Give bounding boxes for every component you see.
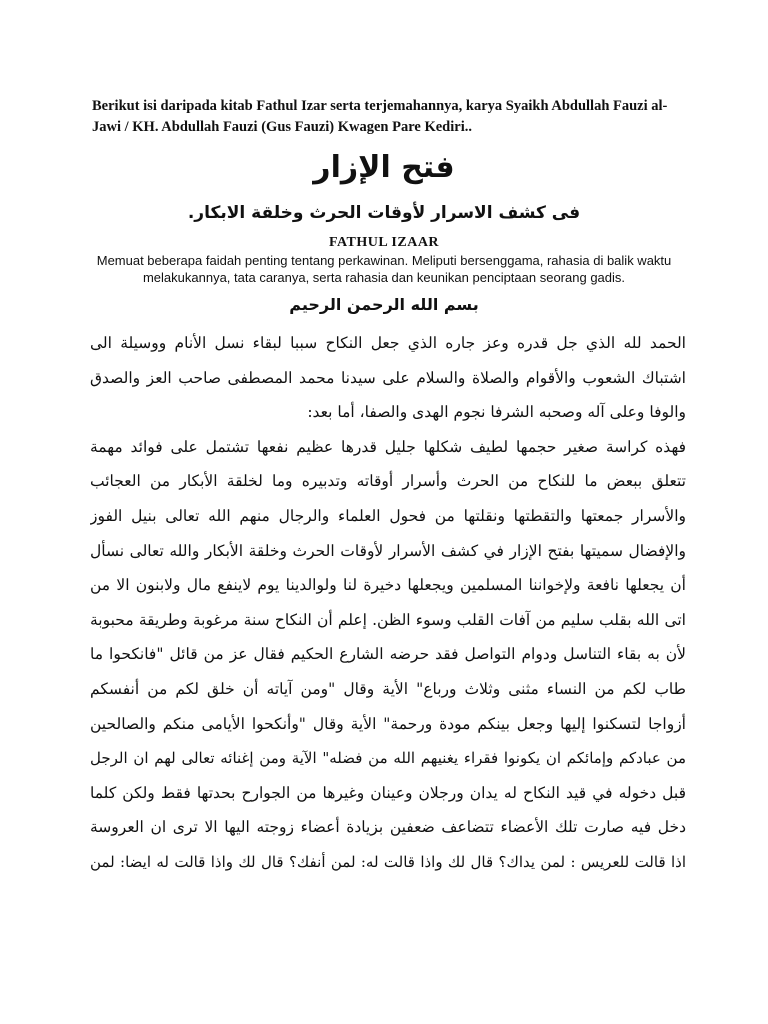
body-line: قبل دخوله في قيد النكاح له يدان ورجلان وعينان وغيرها من الجوارح بحدتها فقط ولكن كلما: [90, 783, 686, 802]
body-line: الحمد لله الذي جل قدره وعز جاره الذي جعل النكاح سببا لبقاء نسل الأنام ووسيلة الى: [90, 334, 686, 352]
arabic-body: [90, 326, 686, 880]
arabic-subtitle: فى كشف الاسرار لأوقات الحرث وخلقة الابكار.: [187, 203, 581, 223]
body-line: والوفا وعلى آله وصحبه الشرفا نجوم الهدى والصفا، أما بعد:: [307, 403, 686, 422]
body-line: والإفضال سميتها بفتح الإزار في كشف الأسرار لأوقات الحرث وخلقة الأبكار والله تعالى نسأل: [90, 541, 686, 560]
basmala: بسم الله الرحمن الرحيم: [289, 295, 479, 314]
body-line: اذا قالت للعريس : لمن يداك؟ قال لك واذا قالت له: لمن أنفك؟ قال لك واذا قالت له ايضا: لمن: [90, 852, 686, 871]
body-line: أزواجا لتسكنوا إليها وجعل بينكم مودة ورحمة" الأية وقال "وأنكحوا الأيامى منكم والصالحين: [90, 714, 686, 733]
body-line: من عبادكم وإمائكم ان يكونوا فقراء يغنيهم الله من فضله" الآية ومن إغنائه تعالى لهم ان الرجل: [90, 749, 686, 768]
body-line: والأسرار جمعتها والتقطتها ونقلتها من فحول العلماء والرجال منهم الله تعالى بنيل الفوز: [90, 506, 686, 525]
arabic-title: فتح الإزار: [313, 150, 455, 185]
latin-title: FATHUL IZAAR: [328, 235, 440, 250]
body-line: لأن به بقاء التناسل ودوام التواصل فقد حرضه الشارع الحكيم فقال عز من قائل "فانكحوا ما: [90, 645, 686, 664]
body-line: اشتباك الشعوب والأقوام والصلاة والسلام على سيدنا محمد المصطفى صاحب العز والصدق: [90, 368, 686, 387]
body-line: دخل فيه صارت تلك الأعضاء تتضاعف ضعفين بزيادة أعضاء زوجته اليها الا ترى ان العروسة: [90, 818, 686, 837]
body-line: فهذه كراسة صغير حجمها لطيف شكلها جليل قدرها عظيم نفعها تشتمل على فوائد مهمة: [90, 437, 686, 456]
body-line: طاب لكم من النساء مثنى وثلاث ورباع" الأية وقال "ومن آياته أن خلق لكم من أنفسكم: [90, 679, 686, 698]
description-text: Memuat beberapa faidah penting tentang perkawinan. Meliputi bersenggama, rahasia di balik waktu melakukannya, tata caranya, serta rahasia dan keunikan penciptaan seorang gadis.: [96, 253, 672, 285]
intro-text: Berikut isi daripada kitab Fathul Izar serta terjemahannya, karya Syaikh Abdullah Fauzi al-Jawi / KH. Abdullah Fauzi (Gus Fauzi) Kwagen Pare Kediri..: [92, 98, 668, 135]
body-line: اتى الله بقلب سليم من آفات القلب وسوء الظن. إعلم أن النكاح سنة مرغوبة وطريقة محبوبة: [90, 610, 686, 629]
body-line: تتعلق ببعض ما للنكاح من الحرث وأسرار أوقاته وتدبيره وما لخلقة الأبكار من العجائب: [90, 472, 686, 491]
body-line: أن يجعلها نافعة ولإخواننا المسلمين ويجعلها دخيرة لنا ولوالدينا يوم لاينفع مال ولابنون الا من: [90, 576, 686, 595]
